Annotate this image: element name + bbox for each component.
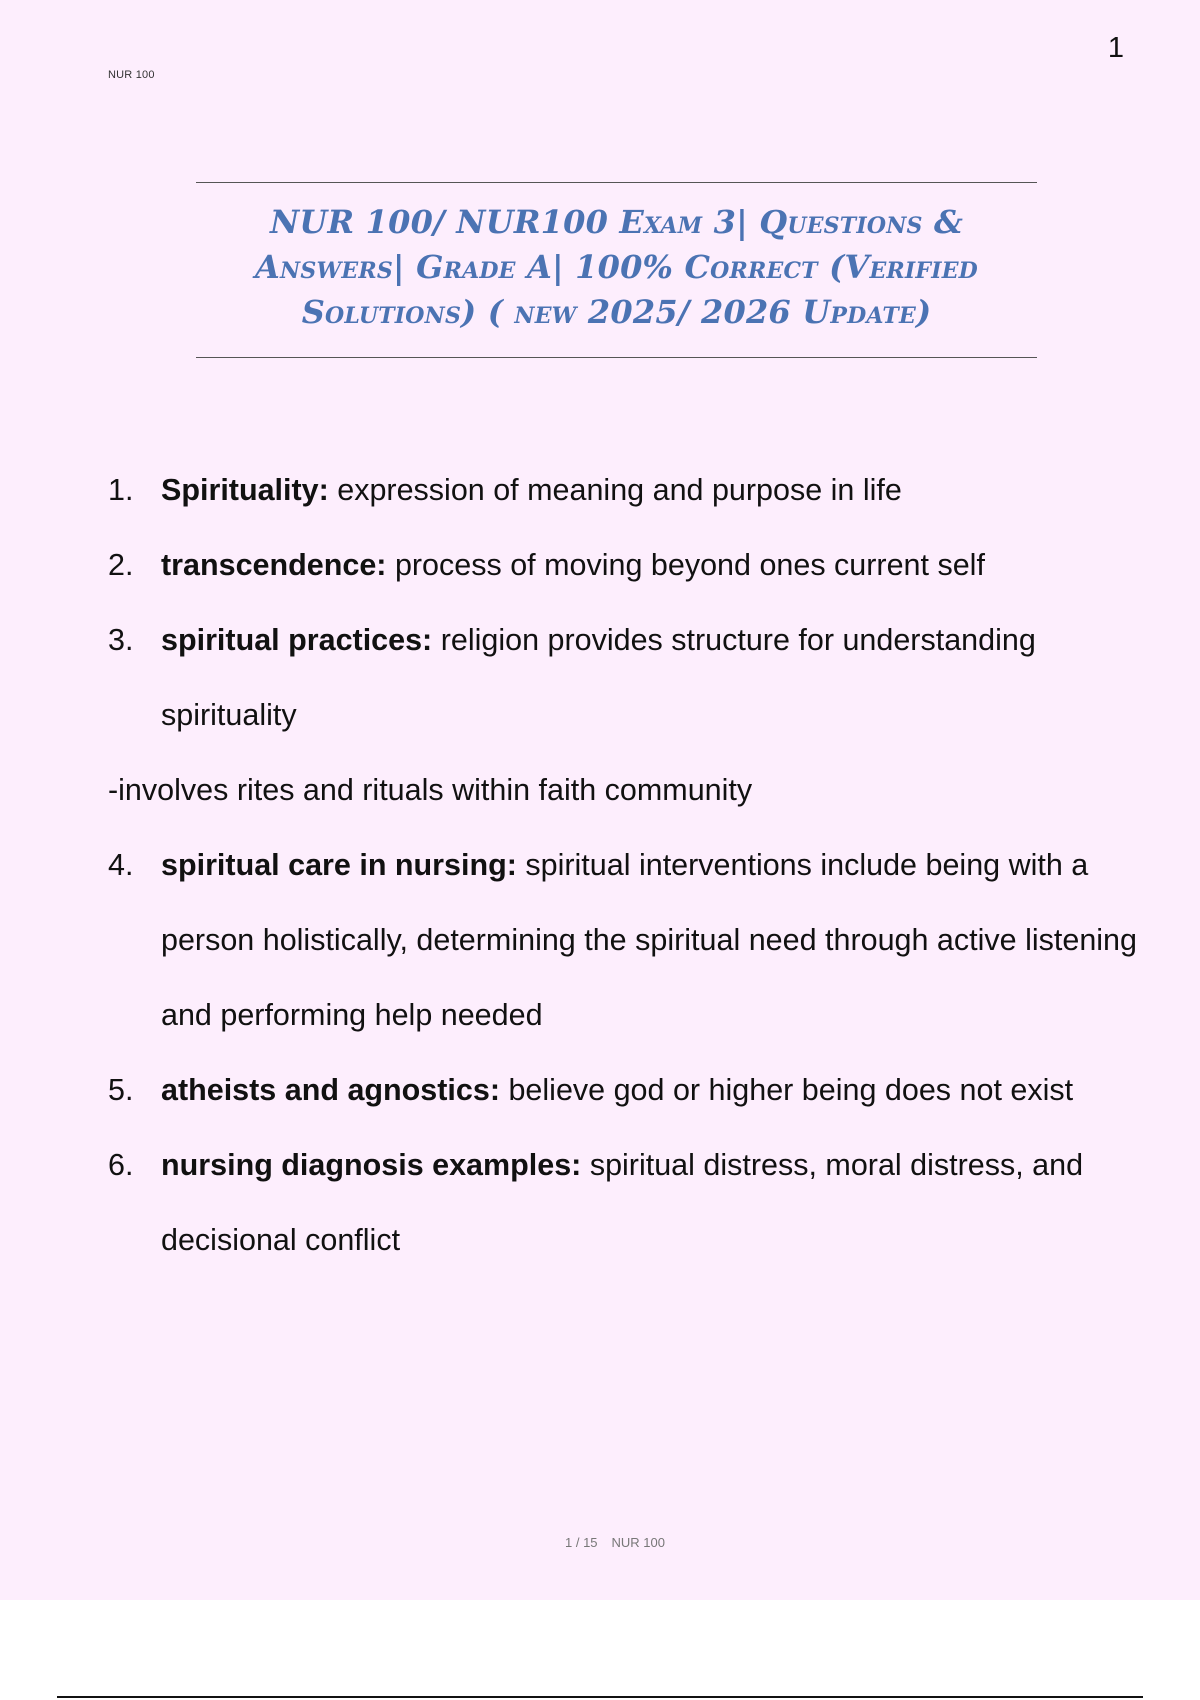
item-term: atheists and agnostics: xyxy=(161,1073,500,1107)
list-item xyxy=(108,603,1138,753)
item-term: nursing diagnosis examples: xyxy=(161,1148,582,1182)
item-number: 2. xyxy=(108,548,134,582)
item-term: Spirituality: xyxy=(161,473,329,507)
item-number: 1. xyxy=(108,473,134,507)
document-title xyxy=(196,200,1037,335)
title-line-3: Solutions) ( new 2025/ 2026 Update) xyxy=(301,293,932,331)
footer-page-count: 1 / 15 xyxy=(565,1535,598,1550)
item-definition: spiritual interventions include being with a person holistically, determining the spiritual need through active listening and performing help needed xyxy=(161,848,1137,1032)
item-term: spiritual practices: xyxy=(161,623,433,657)
item-definition: believe god or higher being does not exist xyxy=(508,1073,1074,1107)
item-term: spiritual care in nursing: xyxy=(161,848,517,882)
page-footer xyxy=(0,1535,1200,1550)
item-number: 3. xyxy=(108,623,134,657)
title-line-2: Answers| Grade A| 100% Correct (Verified xyxy=(255,248,978,286)
running-header: NUR 100 xyxy=(108,69,155,81)
item-definition: spiritual distress, moral distress, and decisional conflict xyxy=(161,1148,1084,1257)
title-line-1: NUR 100/ NUR100 Exam 3| Questions & xyxy=(269,203,964,241)
list-item xyxy=(108,453,1138,528)
page-number: 1 xyxy=(1107,32,1124,64)
item-term: transcendence: xyxy=(161,548,387,582)
list-item xyxy=(108,828,1138,1053)
item-number: 4. xyxy=(108,848,134,882)
list-item xyxy=(108,1128,1138,1278)
question-list xyxy=(108,453,1138,1278)
list-item xyxy=(108,1053,1138,1128)
item-definition: expression of meaning and purpose in life xyxy=(337,473,902,507)
item-number: 6. xyxy=(108,1148,134,1182)
item-note: -involves rites and rituals within faith community xyxy=(108,773,753,807)
bottom-divider xyxy=(57,1696,1143,1698)
title-bottom-rule xyxy=(196,357,1037,358)
item-definition: religion provides structure for understanding spirituality xyxy=(161,623,1036,732)
title-top-rule xyxy=(196,182,1037,183)
item-number: 5. xyxy=(108,1073,134,1107)
list-item xyxy=(108,528,1138,603)
item-definition: process of moving beyond ones current self xyxy=(394,548,985,582)
footer-course: NUR 100 xyxy=(611,1535,665,1550)
